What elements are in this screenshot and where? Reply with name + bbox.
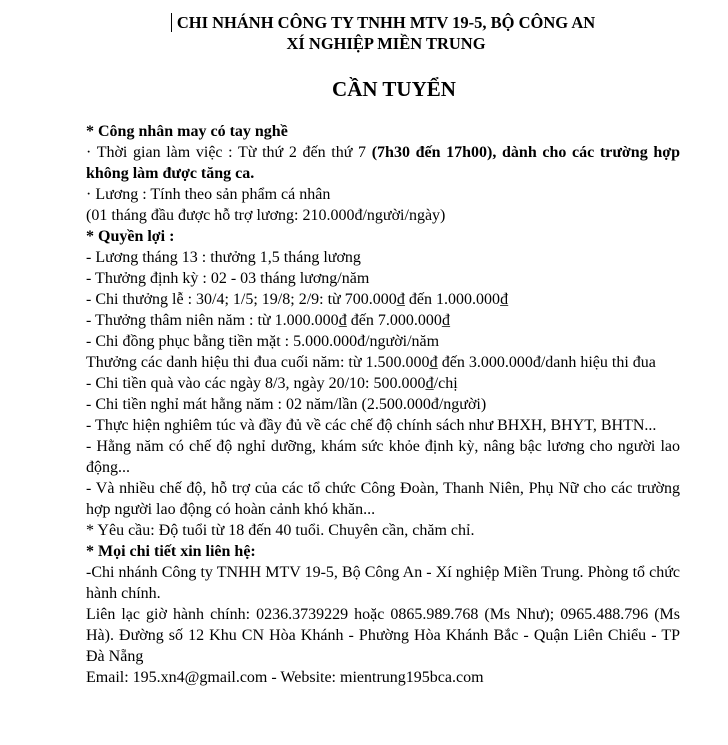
company-header-line1: CHI NHÁNH CÔNG TY TNHH MTV 19-5, BỘ CÔNG AN — [176, 13, 596, 32]
benefit-item: - Chi thưởng lễ : 30/4; 1/5; 19/8; 2/9: từ 700.000₫ đến 1.000.000₫ — [86, 291, 509, 308]
contact-phones-address: Liên lạc giờ hành chính: 0236.3739229 hoặc 0865.989.768 (Ms Như); 0965.488.796 (Ms Hà). Đường số 12 Khu CN Hòa Khánh - Phường Hòa Khánh Bắc - Quận Liên Chiểu - TP Đà Nẵng — [86, 606, 680, 665]
benefit-item: - Thưởng định kỳ : 02 - 03 tháng lương/năm — [86, 270, 370, 287]
benefit-item: - Chi tiền quà vào các ngày 8/3, ngày 20/10: 500.000₫/chị — [86, 375, 458, 392]
contact-organization: -Chi nhánh Công ty TNHH MTV 19-5, Bộ Công An - Xí nghiệp Miền Trung. Phòng tổ chức hành chính. — [86, 564, 680, 602]
benefits-heading: * Quyền lợi : — [86, 228, 175, 245]
working-hours — [86, 142, 680, 184]
working-hours-label: · Thời gian làm việc : Từ thứ 2 đến thứ 7 — [86, 144, 372, 161]
benefit-item: - Lương tháng 13 : thưởng 1,5 tháng lương — [86, 249, 361, 266]
benefit-item: - Hằng năm có chế độ nghỉ dưỡng, khám sức khỏe định kỳ, nâng bậc lương cho người lao động... — [86, 438, 680, 476]
contact-email-website: Email: 195.xn4@gmail.com - Website: mientrung195bca.com — [86, 669, 484, 686]
salary-support-line: (01 tháng đầu được hỗ trợ lương: 210.000đ/người/ngày) — [86, 207, 446, 224]
company-header-line2: XÍ NGHIỆP MIỀN TRUNG — [286, 34, 486, 53]
contact-heading: * Mọi chi tiết xin liên hệ: — [86, 543, 256, 560]
benefit-item: Thưởng các danh hiệu thi đua cuối năm: từ 1.500.000₫ đến 3.000.000đ/danh hiệu thi đua — [86, 354, 656, 371]
benefit-item: - Thực hiện nghiêm túc và đầy đủ về các chế độ chính sách như BHXH, BHYT, BHTN... — [86, 417, 657, 434]
document-body — [86, 121, 680, 688]
benefit-item: - Và nhiều chế độ, hỗ trợ của các tổ chức Công Đoàn, Thanh Niên, Phụ Nữ cho các trường hợp người lao động có hoàn cảnh khó khăn... — [86, 480, 680, 518]
salary-line: · Lương : Tính theo sản phẩm cá nhân — [86, 186, 331, 203]
benefit-item: - Thưởng thâm niên năm : từ 1.000.000₫ đến 7.000.000₫ — [86, 312, 451, 329]
benefit-item: - Chi đồng phục bằng tiền mặt : 5.000.000đ/người/năm — [86, 333, 440, 350]
working-hours-detail: (7h30 đến 17h00), dành cho các trường hợp không làm được tăng ca. — [86, 144, 681, 182]
benefit-item: - Chi tiền nghỉ mát hằng năm : 02 năm/lần (2.500.000đ/người) — [86, 396, 487, 413]
page-title: CẦN TUYỂN — [332, 77, 456, 101]
position-heading: * Công nhân may có tay nghề — [86, 123, 288, 140]
requirement-line: * Yêu cầu: Độ tuổi từ 18 đến 40 tuổi. Chuyên cần, chăm chỉ. — [86, 522, 475, 539]
